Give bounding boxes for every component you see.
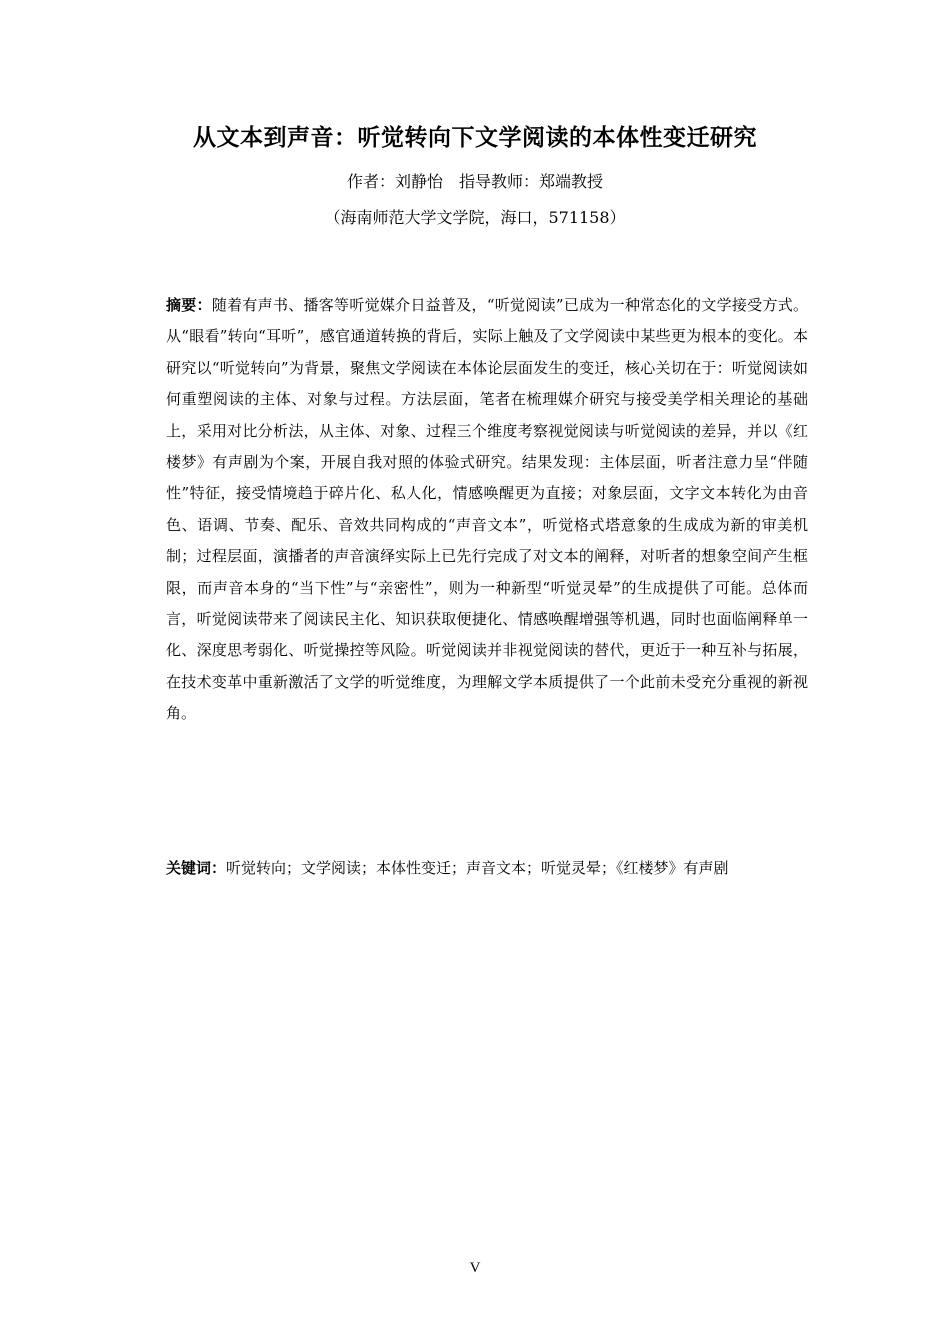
keywords-label: 关键词： xyxy=(166,859,227,877)
paper-title: 从文本到声音：听觉转向下文学阅读的本体性变迁研究 xyxy=(193,125,757,151)
abstract-label: 摘要： xyxy=(166,296,212,314)
affiliation-line: （海南师范大学文学院，海口，571158） xyxy=(324,208,626,227)
page-number: V xyxy=(469,1260,481,1276)
keywords xyxy=(166,853,826,883)
keywords-text: 听觉转向；文学阅读；本体性变迁；声音文本；听觉灵晕；《红楼梦》有声剧 xyxy=(226,859,729,877)
abstract xyxy=(166,290,808,730)
abstract-text: 随着有声书、播客等听觉媒介日益普及，“听觉阅读”已成为一种常态化的文学接受方式。从“眼看”转向“耳听”，感官通道转换的背后，实际上触及了文学阅读中某些更为根本的变化。本研究以“听觉转向”为背景，聚焦文学阅读在本体论层面发生的变迁，核心关切在于：听觉阅读如何重塑阅读的主体、对象与过程。方法层面，笔者在梳理媒介研究与接受美学相关理论的基础上，采用对比分析法，从主体、对象、过程三个维度考察视觉阅读与听觉阅读的差异，并以《红楼梦》有声剧为个案，开展自我对照的体验式研究。结果发现：主体层面，听者注意力呈“伴随性”特征，接受情境趋于碎片化、私人化，情感唤醒更为直接；对象层面，文字文本转化为由音色、语调、节奏、配乐、音效共同构成的“声音文本”，听觉格式塔意象的生成成为新的审美机制；过程层面，演播者的声音演绎实际上已先行完成了对文本的阐释，对听者的想象空间产生框限，而声音本身的“当下性”与“亲密性”，则为一种新型“听觉灵晕”的生成提供了可能。总体而言，听觉阅读带来了阅读民主化、知识获取便捷化、情感唤醒增强等机遇，同时也面临阐释单一化、深度思考弱化、听觉操控等风险。听觉阅读并非视觉阅读的替代，更近于一种互补与拓展，在技术变革中重新激活了文学的听觉维度，为理解文学本质提供了一个此前未受充分重视的新视角。 xyxy=(166,296,808,723)
author-line: 作者：刘静怡 指导教师：郑端教授 xyxy=(346,172,603,191)
